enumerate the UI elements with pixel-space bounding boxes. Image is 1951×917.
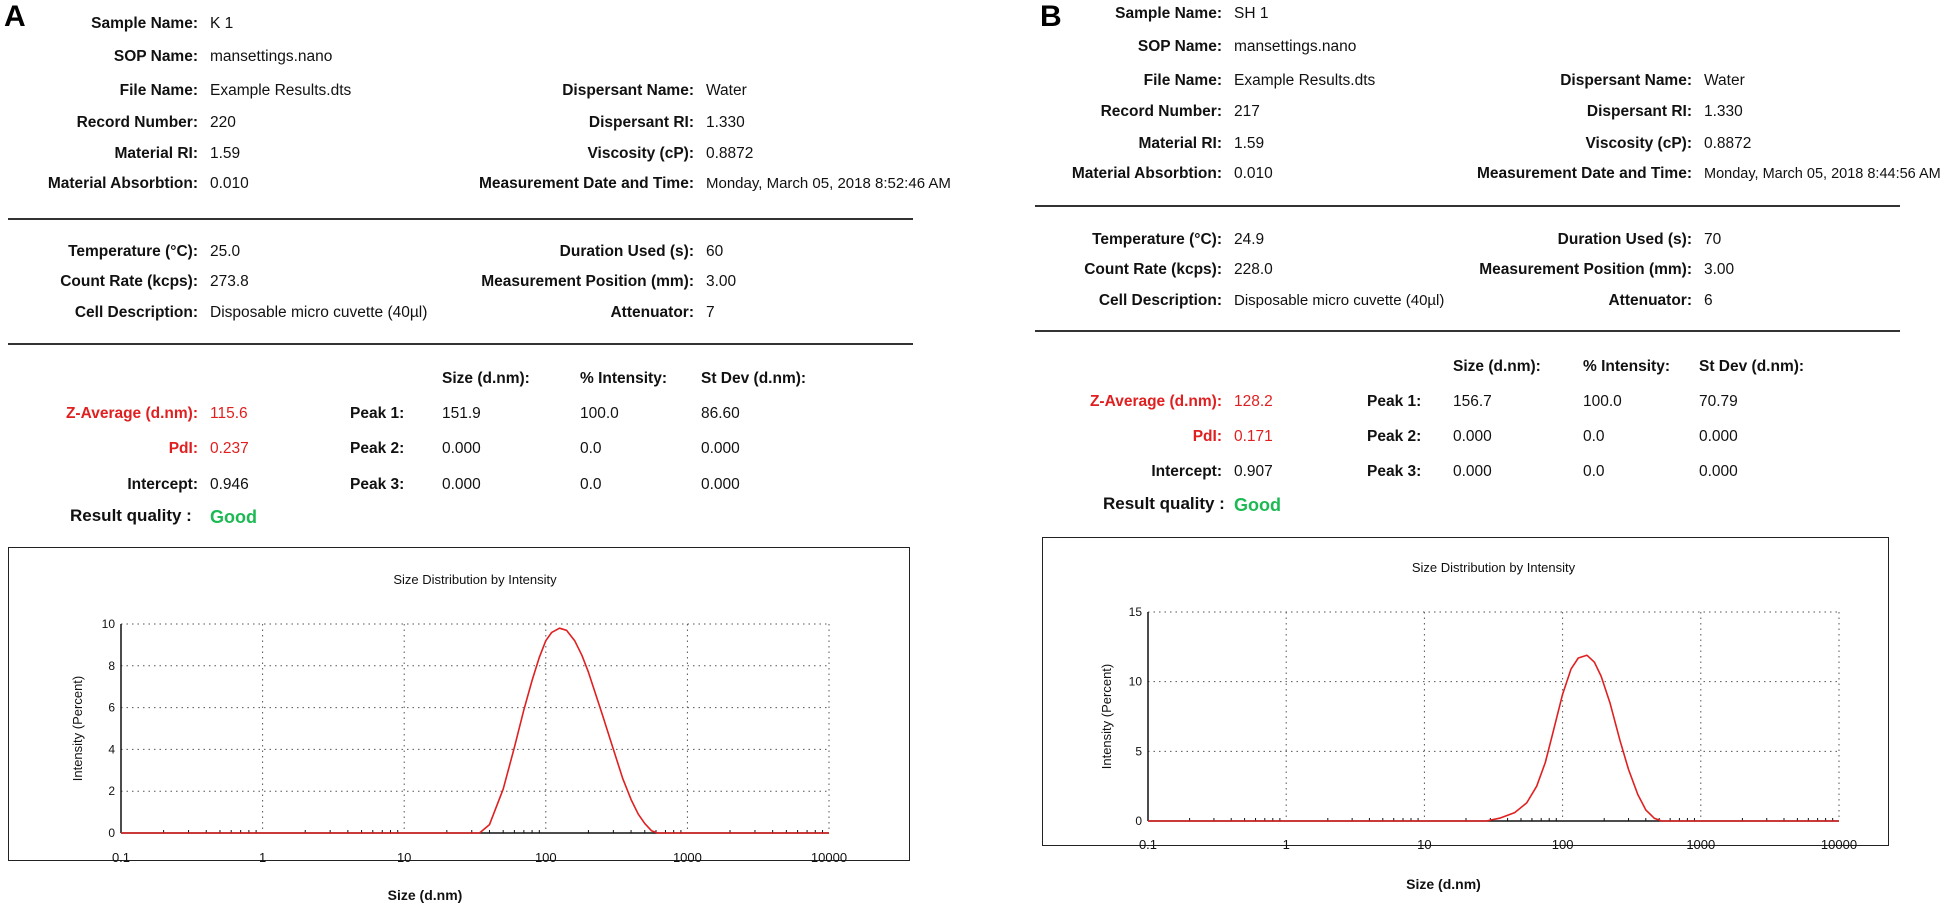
pdi-label: PdI:: [1192, 428, 1222, 445]
y-tick-label: 6: [108, 700, 115, 715]
viscosity-value: 0.8872: [1704, 135, 1752, 152]
measurement-date-label: Measurement Date and Time:: [1476, 165, 1692, 182]
series-curve: [121, 628, 829, 833]
attenuator-value: 7: [706, 304, 715, 321]
dispersant-ri-label: Dispersant RI:: [1586, 103, 1692, 120]
z-average-value: 128.2: [1234, 393, 1273, 410]
pdi-value: 0.171: [1234, 428, 1273, 445]
y-axis-label: Intensity (Percent): [1099, 663, 1114, 770]
sample-name-label: Sample Name:: [91, 15, 198, 32]
size-distribution-chart: [1035, 537, 1951, 917]
z-average-label: Z-Average (d.nm):: [1089, 393, 1222, 410]
intercept-value: 0.907: [1234, 463, 1273, 480]
dispersant-name-label: Dispersant Name:: [562, 82, 694, 99]
peak-intensity: 100.0: [580, 405, 619, 422]
peak-stdev: 0.000: [701, 440, 740, 457]
y-tick-label: 2: [108, 784, 115, 799]
y-tick-label: 0: [108, 826, 115, 840]
record-number-label: Record Number:: [1100, 103, 1222, 120]
col-stdev-header: St Dev (d.nm):: [701, 370, 807, 387]
sop-name-value: mansettings.nano: [210, 48, 333, 65]
peak-stdev: 86.60: [701, 405, 740, 422]
divider: [1035, 205, 1900, 207]
x-tick-label: 0.1: [1138, 837, 1158, 852]
peak-stdev: 0.000: [1699, 428, 1738, 445]
material-abs-value: 0.010: [1234, 165, 1273, 182]
file-name-value: Example Results.dts: [1234, 72, 1376, 89]
x-tick-label: 10: [396, 850, 412, 865]
peak-label: Peak 2:: [350, 440, 405, 457]
pdi-label: PdI:: [168, 440, 198, 457]
dispersant-name-label: Dispersant Name:: [1560, 72, 1692, 89]
x-tick-label: 1: [258, 850, 267, 865]
x-tick-label: 10: [1417, 837, 1432, 852]
cell-description-label: Cell Description:: [74, 304, 198, 321]
material-ri-value: 1.59: [1234, 135, 1265, 152]
peak-size: 0.000: [1453, 463, 1492, 480]
intercept-value: 0.946: [210, 476, 249, 493]
panel-b: [1035, 0, 1951, 917]
record-number-label: Record Number:: [76, 114, 198, 131]
dispersant-ri-label: Dispersant RI:: [588, 114, 694, 131]
x-axis-label: Size (d.nm): [387, 887, 463, 903]
viscosity-label: Viscosity (cP):: [1585, 135, 1692, 152]
y-tick-label: 4: [108, 742, 115, 757]
series-curve: [1148, 655, 1839, 821]
peak-intensity: 0.0: [1583, 428, 1605, 445]
chart-title: Size Distribution by Intensity: [393, 572, 557, 587]
x-tick-label: 1000: [1686, 837, 1716, 852]
peak-label: Peak 2:: [1367, 428, 1422, 445]
temperature-value: 25.0: [210, 243, 241, 260]
position-label: Measurement Position (mm):: [1479, 261, 1692, 278]
x-tick-label: 0.1: [111, 850, 131, 865]
y-tick-label: 5: [1135, 744, 1142, 759]
dispersant-ri-value: 1.330: [706, 114, 745, 131]
x-tick-label: 100: [1551, 837, 1574, 852]
peak-stdev: 70.79: [1699, 393, 1738, 410]
temperature-value: 24.9: [1234, 231, 1265, 248]
sop-name-label: SOP Name:: [113, 48, 198, 65]
y-tick-label: 10: [1128, 674, 1142, 689]
peak-label: Peak 3:: [350, 476, 405, 493]
divider: [8, 218, 913, 220]
col-stdev-header: St Dev (d.nm):: [1699, 358, 1805, 375]
duration-value: 70: [1704, 231, 1722, 248]
file-name-label: File Name:: [119, 82, 198, 99]
peak-intensity: 100.0: [1583, 393, 1622, 410]
z-average-label: Z-Average (d.nm):: [65, 405, 198, 422]
measurement-date-value: Monday, March 05, 2018 8:44:56 AM: [1704, 166, 1941, 182]
result-quality-label: Result quality :: [1103, 494, 1225, 513]
x-tick-label: 100: [534, 850, 557, 865]
duration-value: 60: [706, 243, 724, 260]
y-tick-label: 15: [1128, 605, 1142, 619]
peak-size: 0.000: [442, 476, 481, 493]
cell-description-value: Disposable micro cuvette (40µl): [1234, 292, 1445, 309]
file-name-label: File Name:: [1143, 72, 1222, 89]
material-abs-label: Material Absorbtion:: [47, 175, 198, 192]
x-tick-label: 10000: [810, 850, 848, 865]
sample-name-label: Sample Name:: [1115, 5, 1222, 22]
material-abs-label: Material Absorbtion:: [1071, 165, 1222, 182]
peak-label: Peak 1:: [1367, 393, 1422, 410]
peak-label: Peak 1:: [350, 405, 405, 422]
position-value: 3.00: [1704, 261, 1735, 278]
col-size-header: Size (d.nm):: [442, 370, 530, 387]
count-rate-label: Count Rate (kcps):: [60, 273, 198, 290]
y-tick-label: 8: [108, 658, 115, 673]
panel-letter: B: [1040, 0, 1062, 33]
temperature-label: Temperature (°C):: [1092, 231, 1222, 248]
x-tick-label: 10000: [1820, 837, 1858, 852]
material-ri-label: Material RI:: [1138, 135, 1222, 152]
y-tick-label: 0: [1135, 814, 1142, 828]
peak-size: 156.7: [1453, 393, 1492, 410]
duration-label: Duration Used (s):: [1557, 231, 1692, 248]
col-intensity-header: % Intensity:: [580, 370, 667, 387]
result-quality-value: Good: [210, 507, 257, 527]
peak-size: 0.000: [442, 440, 481, 457]
position-value: 3.00: [706, 273, 737, 290]
z-average-value: 115.6: [210, 405, 248, 422]
x-axis-label: Size (d.nm): [1406, 876, 1481, 892]
record-number-value: 217: [1234, 103, 1260, 120]
peak-label: Peak 3:: [1367, 463, 1422, 480]
count-rate-value: 273.8: [210, 273, 249, 290]
x-tick-label: 1000: [672, 850, 702, 865]
peak-size: 0.000: [1453, 428, 1492, 445]
measurement-date-value: Monday, March 05, 2018 8:52:46 AM: [706, 175, 951, 192]
panel-a: [0, 0, 975, 917]
sample-name-value: K 1: [210, 15, 234, 32]
peak-stdev: 0.000: [701, 476, 740, 493]
material-abs-value: 0.010: [210, 175, 249, 192]
attenuator-label: Attenuator:: [1608, 292, 1692, 309]
x-tick-label: 1: [1282, 837, 1290, 852]
y-axis-label: Intensity (Percent): [70, 675, 85, 782]
intercept-label: Intercept:: [127, 476, 198, 493]
dispersant-name-value: Water: [1704, 72, 1745, 89]
material-ri-label: Material RI:: [114, 145, 198, 162]
viscosity-label: Viscosity (cP):: [587, 145, 694, 162]
sop-name-label: SOP Name:: [1137, 38, 1222, 55]
cell-description-label: Cell Description:: [1098, 292, 1222, 309]
result-quality-label: Result quality :: [70, 506, 192, 525]
peak-intensity: 0.0: [580, 476, 602, 493]
dispersant-ri-value: 1.330: [1704, 103, 1743, 120]
intercept-label: Intercept:: [1151, 463, 1222, 480]
pdi-value: 0.237: [210, 440, 249, 457]
peak-intensity: 0.0: [1583, 463, 1605, 480]
temperature-label: Temperature (°C):: [68, 243, 198, 260]
dispersant-name-value: Water: [706, 82, 747, 99]
count-rate-value: 228.0: [1234, 261, 1273, 278]
size-distribution-chart: [0, 547, 975, 917]
attenuator-label: Attenuator:: [610, 304, 694, 321]
peak-stdev: 0.000: [1699, 463, 1738, 480]
position-label: Measurement Position (mm):: [481, 273, 694, 290]
col-size-header: Size (d.nm):: [1453, 358, 1541, 375]
sample-name-value: SH 1: [1234, 5, 1269, 22]
viscosity-value: 0.8872: [706, 145, 754, 162]
cell-description-value: Disposable micro cuvette (40µl): [210, 304, 428, 321]
peak-intensity: 0.0: [580, 440, 602, 457]
count-rate-label: Count Rate (kcps):: [1084, 261, 1222, 278]
record-number-value: 220: [210, 114, 236, 131]
divider: [8, 343, 913, 345]
measurement-date-label: Measurement Date and Time:: [478, 175, 694, 192]
divider: [1035, 330, 1900, 332]
sop-name-value: mansettings.nano: [1234, 38, 1357, 55]
col-intensity-header: % Intensity:: [1583, 358, 1670, 375]
material-ri-value: 1.59: [210, 145, 241, 162]
file-name-value: Example Results.dts: [210, 82, 352, 99]
chart-title: Size Distribution by Intensity: [1411, 560, 1576, 575]
duration-label: Duration Used (s):: [559, 243, 694, 260]
panel-letter: A: [4, 0, 26, 33]
result-quality-value: Good: [1234, 495, 1281, 515]
attenuator-value: 6: [1704, 292, 1713, 309]
peak-size: 151.9: [442, 405, 481, 422]
y-tick-label: 10: [101, 617, 115, 631]
